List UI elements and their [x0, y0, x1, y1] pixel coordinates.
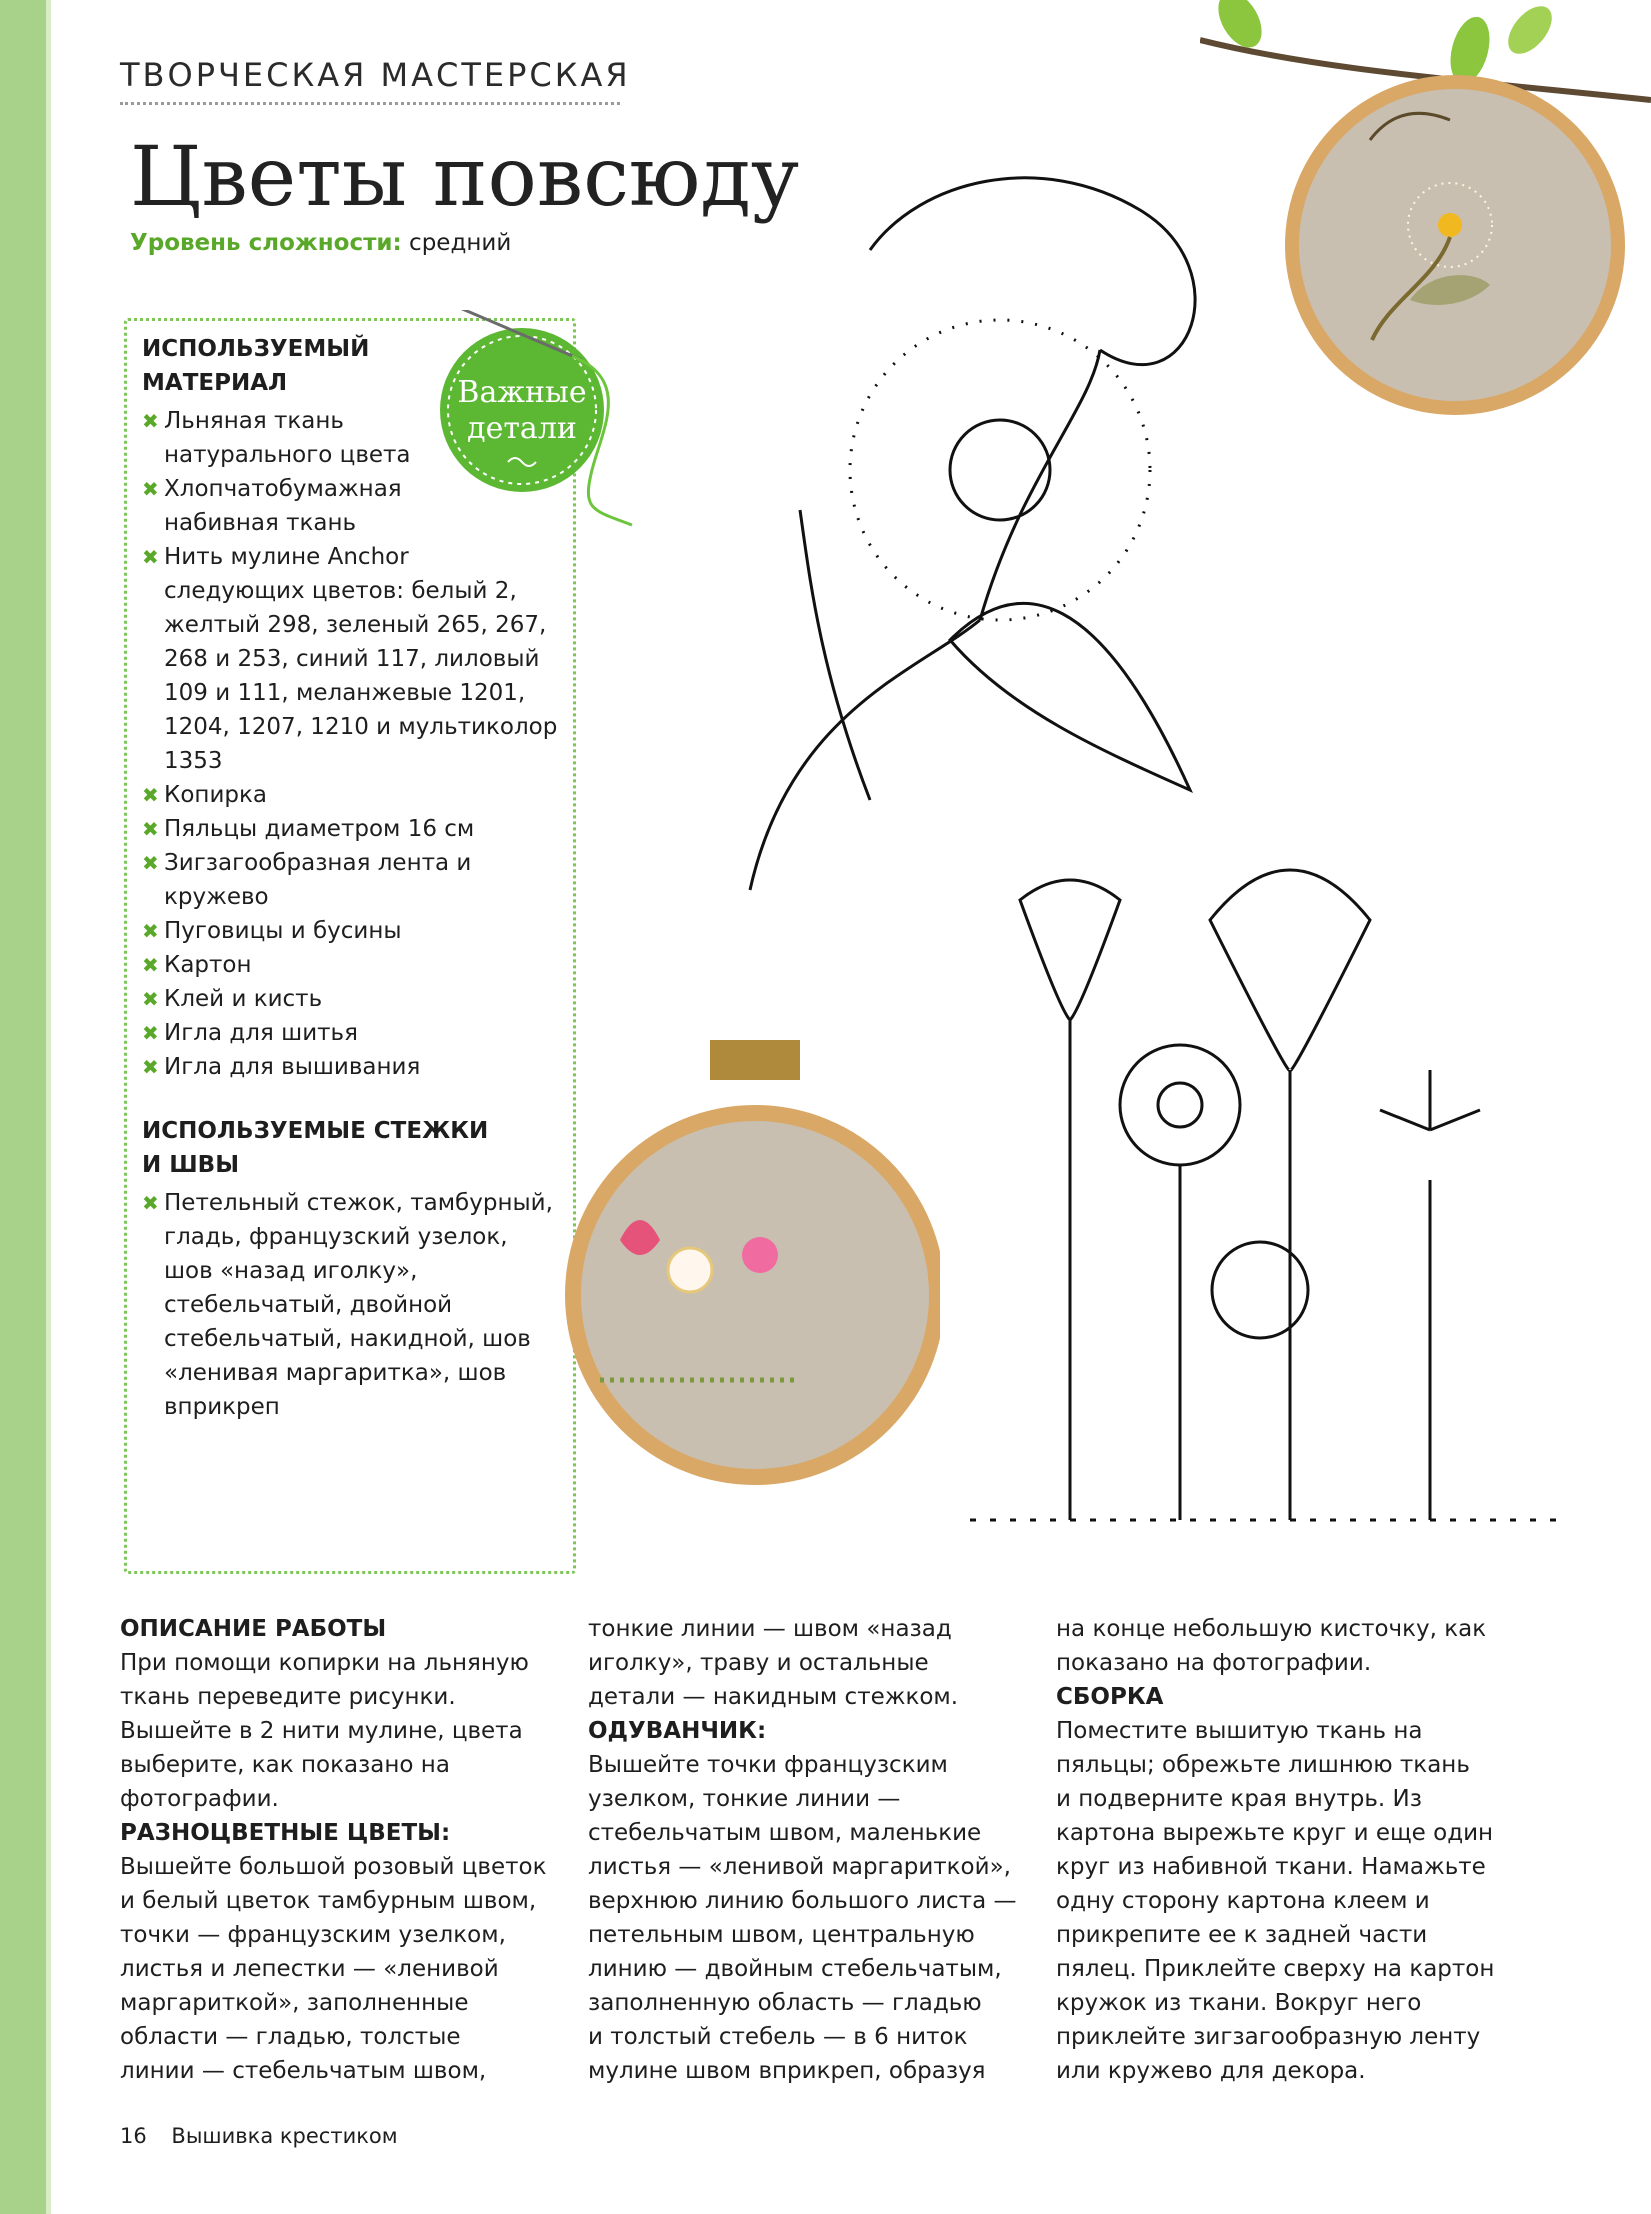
paragraph-line: показано на фотографии. — [1056, 1650, 1372, 1676]
wildflowers-pattern-drawing — [960, 860, 1580, 1560]
paragraph-line: стебельчатым швом, маленькие — [588, 1820, 982, 1846]
list-item-text: Картон — [164, 952, 252, 978]
bullet-cross-icon: ✖ — [142, 987, 159, 1011]
list-item-text: Петельный стежок, тамбурный, — [164, 1190, 553, 1216]
paragraph-line: одну сторону картона клеем и — [1056, 1888, 1430, 1914]
bullet-cross-icon: ✖ — [142, 477, 159, 501]
page-edge-line — [46, 0, 51, 2214]
badge-circle — [440, 328, 604, 492]
paragraph-line: петельным швом, центральную — [588, 1922, 975, 1948]
list-item-text: Нить мулине Anchor — [164, 544, 409, 570]
embroidered-center-icon — [1438, 213, 1462, 237]
bullet-cross-icon: ✖ — [142, 953, 159, 977]
dandelion-pattern-drawing — [720, 150, 1240, 900]
paragraph-line: фотографии. — [120, 1786, 279, 1812]
list-item — [142, 1050, 572, 1084]
paragraph-line: детали — накидным стежком. — [588, 1684, 959, 1710]
paragraph-line: прикрепите ее к задней части — [1056, 1922, 1428, 1948]
list-item-text: стебельчатый, двойной — [164, 1292, 453, 1318]
list-item-text: Игла для вышивания — [164, 1054, 421, 1080]
paragraph-line: приклейте зигзагообразную ленту — [1056, 2024, 1481, 2050]
article-column-1 — [120, 1612, 560, 2088]
list-item-text: 1204, 1207, 1210 и мультиколор — [164, 714, 558, 740]
paragraph-line: и толстый стебель — в 6 ниток — [588, 2024, 968, 2050]
paragraph-line: иголку», траву и остальные — [588, 1650, 929, 1676]
bullet-cross-icon: ✖ — [142, 545, 159, 569]
paragraph — [1056, 1714, 1496, 2088]
list-item-text: «ленивая маргаритка», шов — [164, 1360, 507, 1386]
dandelion-hoop-photo — [1200, 0, 1651, 440]
paragraph — [1056, 1612, 1496, 1680]
daisy-flower — [1380, 1070, 1480, 1520]
stitches-list — [142, 1186, 572, 1424]
list-item — [142, 812, 572, 846]
umbel-flower — [1210, 870, 1370, 1520]
list-item — [142, 1186, 572, 1424]
page-edge-stripe — [0, 0, 46, 2214]
subsection-heading: СБОРКА — [1056, 1684, 1164, 1710]
dandelion-stem — [750, 620, 980, 890]
paragraph-line: Вышейте точки французским — [588, 1752, 948, 1778]
bullet-cross-icon: ✖ — [142, 919, 159, 943]
page-title: Цветы повсюду — [130, 130, 800, 225]
paragraph-line: листья и лепестки — «ленивой — [120, 1956, 499, 1982]
paragraph-line: области — гладью, толстые — [120, 2024, 461, 2050]
paragraph-line: и подверните края внутрь. Из — [1056, 1786, 1422, 1812]
paragraph-line: При помощи копирки на льняную — [120, 1650, 529, 1676]
paragraph-line: заполненную область — гладью — [588, 1990, 982, 2016]
paragraph-line: Вышейте большой розовый цветок — [120, 1854, 547, 1880]
dandelion-big-leaf — [950, 603, 1190, 790]
dandelion-flower-stem — [980, 350, 1100, 620]
list-item-text: стебельчатый, накидной, шов — [164, 1326, 531, 1352]
page-footer — [120, 2124, 398, 2148]
difficulty-label: Уровень сложности: — [130, 230, 402, 256]
article-column-2 — [588, 1612, 1028, 2088]
badge-line1: Важные — [457, 375, 587, 410]
paragraph-line: на конце небольшую кисточку, как — [1056, 1616, 1487, 1642]
bullet-cross-icon: ✖ — [142, 409, 159, 433]
important-details-badge — [422, 310, 642, 530]
list-item-text: вприкреп — [164, 1394, 280, 1420]
paragraph-line: пялец. Приклейте сверху на картон — [1056, 1956, 1495, 1982]
list-item — [142, 1016, 572, 1050]
poppy-center — [1158, 1083, 1202, 1127]
list-item-text: Льняная ткань — [164, 408, 344, 434]
bullet-cross-icon: ✖ — [142, 851, 159, 875]
hoop-screw — [710, 1040, 800, 1080]
list-item — [142, 982, 572, 1016]
difficulty-value: средний — [409, 230, 512, 256]
bullet-cross-icon: ✖ — [142, 1021, 159, 1045]
paragraph-line: Вышейте в 2 нити мулине, цвета — [120, 1718, 523, 1744]
list-item — [142, 948, 572, 982]
paragraph-line: ткань переведите рисунки. — [120, 1684, 456, 1710]
list-item — [142, 778, 572, 812]
paragraph — [588, 1612, 1028, 1714]
paragraph-line: узелком, тонкие линии — — [588, 1786, 901, 1812]
bullet-cross-icon: ✖ — [142, 1191, 159, 1215]
section-label: ТВОРЧЕСКАЯ МАСТЕРСКАЯ — [120, 56, 631, 94]
paragraph — [120, 1646, 560, 1816]
list-item-text: шов «назад иголку», — [164, 1258, 418, 1284]
list-item-text: 109 и 111, меланжевые 1201, — [164, 680, 526, 706]
paragraph-line: пяльцы; обрежьте лишнюю ткань — [1056, 1752, 1470, 1778]
list-item-text: натурального цвета — [164, 442, 411, 468]
list-item-text: кружево — [164, 884, 269, 910]
paragraph-line: линию — двойным стебельчатым, — [588, 1956, 1002, 1982]
paragraph-line: точки — французским узелком, — [120, 1922, 506, 1948]
round-flower — [1212, 1242, 1308, 1338]
paragraph-line: кружок из ткани. Вокруг него — [1056, 1990, 1422, 2016]
fern-top-curve — [870, 178, 1195, 365]
subsection-heading: ОДУВАНЧИК: — [588, 1718, 767, 1744]
paragraph — [588, 1748, 1028, 2088]
paragraph-line: и белый цветок тамбурным швом, — [120, 1888, 537, 1914]
paragraph-line: листья — «ленивой маргариткой», — [588, 1854, 1011, 1880]
subsection-heading: ОПИСАНИЕ РАБОТЫ — [120, 1616, 387, 1642]
bullet-cross-icon: ✖ — [142, 817, 159, 841]
dandelion-center — [950, 420, 1050, 520]
article-column-3 — [1056, 1612, 1496, 2088]
paragraph-line: верхнюю линию большого листа — — [588, 1888, 1017, 1914]
list-item-text: набивная ткань — [164, 510, 357, 536]
dandelion-rays — [850, 320, 1150, 620]
list-item-text: 268 и 253, синий 117, лиловый — [164, 646, 540, 672]
list-item — [142, 846, 572, 914]
paragraph-line: линии — стебельчатым швом, — [120, 2058, 487, 2084]
section-divider — [120, 102, 620, 105]
linen-fabric — [1299, 89, 1611, 401]
paragraph — [120, 1850, 560, 2088]
materials-heading-line2: МАТЕРИАЛ — [142, 370, 288, 396]
paragraph-line: круг из набивной ткани. Намажьте — [1056, 1854, 1486, 1880]
list-item-text: желтый 298, зеленый 265, 267, — [164, 612, 547, 638]
list-item-text: следующих цветов: белый 2, — [164, 578, 517, 604]
page-number: 16 — [120, 2124, 147, 2148]
embroidered-white-flower-icon — [668, 1248, 712, 1292]
list-item-text: гладь, французский узелок, — [164, 1224, 508, 1250]
tulip-flower — [1020, 880, 1120, 1520]
embroidered-star-flower-icon — [742, 1237, 778, 1273]
paragraph-line: или кружево для декора. — [1056, 2058, 1366, 2084]
stitches-heading-line2: И ШВЫ — [142, 1152, 240, 1178]
badge-line2: детали — [467, 411, 577, 446]
difficulty-level — [130, 230, 511, 256]
linen-fabric — [581, 1121, 929, 1469]
magazine-name: Вышивка крестиком — [171, 2124, 398, 2148]
paragraph-line: картона вырежьте круг и еще один — [1056, 1820, 1494, 1846]
subsection-heading: РАЗНОЦВЕТНЫЕ ЦВЕТЫ: — [120, 1820, 451, 1846]
materials-heading-line1: ИСПОЛЬЗУЕМЫЙ — [142, 336, 370, 362]
leaf-icon — [1500, 0, 1561, 62]
stitches-heading — [142, 1114, 572, 1182]
list-item-text: Игла для шитья — [164, 1020, 358, 1046]
list-item-text: 1353 — [164, 748, 223, 774]
bullet-cross-icon: ✖ — [142, 1055, 159, 1079]
paragraph-line: Поместите вышитую ткань на — [1056, 1718, 1423, 1744]
list-item-text: Клей и кисть — [164, 986, 323, 1012]
list-item-text: Зигзагообразная лента и — [164, 850, 472, 876]
paragraph-line: мулине швом вприкреп, образуя — [588, 2058, 986, 2084]
bullet-cross-icon: ✖ — [142, 783, 159, 807]
paragraph-line: выберите, как показано на — [120, 1752, 450, 1778]
stitches-heading-line1: ИСПОЛЬЗУЕМЫЕ СТЕЖКИ — [142, 1118, 489, 1144]
list-item-text: Пяльцы диаметром 16 см — [164, 816, 475, 842]
list-item-text: Пуговицы и бусины — [164, 918, 402, 944]
wildflowers-hoop-photo — [560, 1040, 940, 1500]
paragraph-line: тонкие линии — швом «назад — [588, 1616, 952, 1642]
list-item-text: Хлопчатобумажная — [164, 476, 402, 502]
poppy-flower — [1120, 1045, 1240, 1165]
list-item — [142, 914, 572, 948]
paragraph-line: маргариткой», заполненные — [120, 1990, 469, 2016]
list-item-text: Копирка — [164, 782, 267, 808]
list-item — [142, 540, 572, 778]
